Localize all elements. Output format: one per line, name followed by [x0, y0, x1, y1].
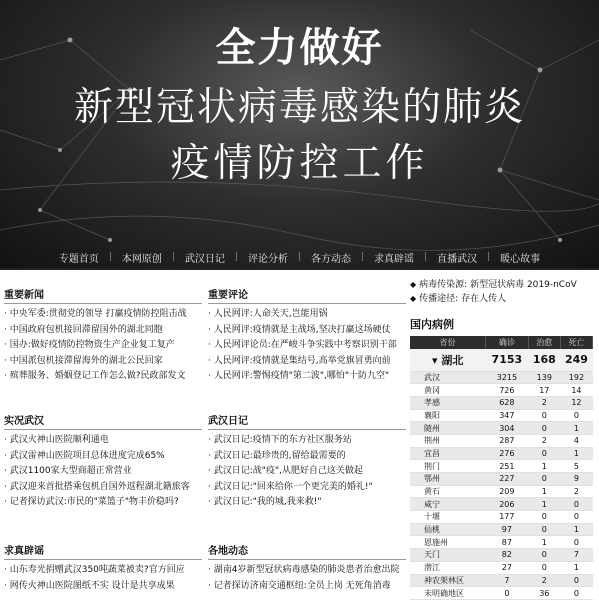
city-row [410, 485, 593, 498]
city-confirmed: 347 [485, 409, 528, 422]
city-cured: 17 [528, 384, 560, 397]
diamond-icon: ◆ [410, 280, 417, 289]
news-link[interactable]: · 人民网评论员:在严峻斗争实践中考察识别干部 [208, 338, 406, 354]
city-row [410, 536, 593, 549]
city-row [410, 422, 593, 435]
news-list [208, 433, 406, 511]
header-confirmed: 确诊 [485, 336, 528, 349]
city-row [410, 523, 593, 536]
right-column [410, 270, 597, 609]
province-confirmed: 7153 [485, 349, 528, 371]
section-key-commentary [208, 286, 406, 385]
news-link[interactable]: · 中国派包机接滞留海外的湖北公民回家 [4, 354, 202, 370]
section-title: 重要评论 [208, 286, 406, 304]
city-name: 未明确地区 [410, 587, 485, 600]
news-link[interactable]: · 武汉日记:战"疫",从肥好自己这关做起 [208, 464, 406, 480]
section-title: 武汉日记 [208, 412, 406, 430]
city-row [410, 587, 593, 600]
section-title: 各地动态 [208, 542, 406, 560]
news-link[interactable]: · 武汉火神山医院顺利通电 [4, 433, 202, 449]
header-dead: 死亡 [560, 336, 592, 349]
news-link[interactable]: · 中国政府包机接回滞留国外的湖北同胞 [4, 323, 202, 339]
news-link[interactable]: · 网传火神山医院图纸不实 设计是共享成果 [4, 579, 202, 595]
cases-title: 国内病例 [410, 318, 454, 331]
header-cured: 治愈 [528, 336, 560, 349]
city-cured: 0 [528, 523, 560, 536]
city-name: 十堰 [410, 511, 485, 524]
info-route-line [410, 292, 597, 306]
city-confirmed: 3215 [485, 371, 528, 384]
city-confirmed: 251 [485, 460, 528, 473]
section-wuhan-live [4, 412, 202, 511]
city-name: 孝感 [410, 396, 485, 409]
city-cured: 1 [528, 498, 560, 511]
city-name: 荆门 [410, 460, 485, 473]
city-row [410, 473, 593, 486]
city-confirmed: 82 [485, 549, 528, 562]
city-cured: 2 [528, 434, 560, 447]
nav-separator: | [234, 252, 238, 262]
news-link[interactable]: · 记者探访武汉:市民的"菜篮子"物丰价稳吗? [4, 495, 202, 511]
city-name: 仙桃 [410, 523, 485, 536]
city-cured: 2 [528, 574, 560, 587]
city-row [410, 511, 593, 524]
city-row [410, 447, 593, 460]
section-title: 求真辟谣 [4, 542, 202, 560]
nav-separator: | [424, 252, 428, 262]
content-area [0, 268, 599, 609]
news-list [208, 307, 406, 385]
news-link[interactable]: · 人民网评:人命关天,岂能用锅 [208, 307, 406, 323]
city-name: 神农架林区 [410, 574, 485, 587]
city-row [410, 384, 593, 397]
city-cured: 36 [528, 587, 560, 600]
city-name: 黄石 [410, 485, 485, 498]
city-confirmed: 27 [485, 561, 528, 574]
city-name: 荆州 [410, 434, 485, 447]
nav-item-original[interactable]: 本网原创 [121, 253, 162, 265]
city-name: 潜江 [410, 561, 485, 574]
city-dead: 9 [560, 473, 592, 486]
city-name: 武汉 [410, 371, 485, 384]
city-cured: 0 [528, 422, 560, 435]
section-regional-updates [208, 542, 406, 594]
nav-item-rumor-check[interactable]: 求真辟谣 [374, 253, 415, 265]
city-confirmed: 87 [485, 536, 528, 549]
news-link[interactable]: · 武汉雷神山医院项目总体进度完成65% [4, 449, 202, 465]
city-confirmed: 0 [485, 587, 528, 600]
news-link[interactable]: · 武汉1100家大型商超正常营业 [4, 464, 202, 480]
news-link[interactable]: · 武汉日记:"回来给你一个更完美的婚礼!" [208, 480, 406, 496]
city-cured: 0 [528, 473, 560, 486]
nav-item-topic-home[interactable]: 专题首页 [58, 253, 99, 265]
province-row[interactable] [410, 349, 593, 371]
city-cured: 1 [528, 460, 560, 473]
city-confirmed: 97 [485, 523, 528, 536]
city-name: 宜昌 [410, 447, 485, 460]
section-important-news [4, 286, 202, 385]
news-link[interactable]: · 武汉日记:最珍贵的,留给最需要的 [208, 449, 406, 465]
caret-down-icon: ▾ [432, 353, 438, 367]
city-row [410, 549, 593, 562]
province-name: 湖北 [441, 353, 464, 367]
city-dead: 7 [560, 549, 592, 562]
news-list [4, 563, 202, 594]
city-dead: 4 [560, 434, 592, 447]
info-source-value: 新型冠状病毒 2019-nCoV [470, 280, 577, 290]
news-list [4, 433, 202, 511]
city-row [410, 561, 593, 574]
news-link[interactable]: · 湖南4岁新型冠状病毒感染的肺炎患者治愈出院 [208, 563, 406, 579]
city-confirmed: 206 [485, 498, 528, 511]
nav-item-live-wuhan[interactable]: 直播武汉 [437, 253, 478, 265]
city-dead: 1 [560, 447, 592, 460]
city-row [410, 409, 593, 422]
city-confirmed: 7 [485, 574, 528, 587]
section-rumor-check [4, 542, 202, 594]
info-route-label: 传播途径: [419, 294, 459, 304]
news-list [208, 563, 406, 594]
news-link[interactable]: · 记者探访济南交通枢纽:全员上岗 无死角消毒 [208, 579, 406, 595]
news-link[interactable]: · 人民网评:疫情就是集结号,高举党旗冒勇向前 [208, 354, 406, 370]
city-dead: 14 [560, 384, 592, 397]
nav-item-warm-stories[interactable]: 暖心故事 [500, 253, 541, 265]
news-link[interactable]: · 中央军委:贯彻党的领导 打赢疫情防控阻击战 [4, 307, 202, 323]
top-nav [0, 247, 599, 267]
news-list [4, 307, 202, 385]
city-dead: 0 [560, 587, 592, 600]
city-dead: 0 [560, 511, 592, 524]
city-confirmed: 628 [485, 396, 528, 409]
city-cured: 0 [528, 409, 560, 422]
news-link[interactable]: · 山东寿光捐赠武汉350吨蔬菜被卖?官方回应 [4, 563, 202, 579]
news-link[interactable]: · 人民网评:疫情就是主战场,坚决打赢这场硬仗 [208, 323, 406, 339]
city-confirmed: 287 [485, 434, 528, 447]
nav-item-wuhan-diary[interactable]: 武汉日记 [184, 253, 225, 265]
banner [0, 0, 599, 268]
left-column [4, 270, 202, 609]
city-cured: 2 [528, 396, 560, 409]
nav-item-commentary[interactable]: 评论分析 [247, 253, 288, 265]
news-link[interactable]: · 武汉迎来首批搭乘包机自国外返程湖北籍旅客 [4, 480, 202, 496]
virus-info [410, 278, 597, 306]
banner-title-line2: 新型冠状病毒感染的肺炎 [73, 85, 525, 130]
city-confirmed: 726 [485, 384, 528, 397]
city-cured: 0 [528, 511, 560, 524]
city-cured: 0 [528, 447, 560, 460]
info-source-label: 病毒传染源: [419, 280, 468, 290]
city-dead: 0 [560, 574, 592, 587]
city-confirmed: 304 [485, 422, 528, 435]
city-row [410, 574, 593, 587]
city-cured: 1 [528, 485, 560, 498]
city-row [410, 460, 593, 473]
city-dead: 1 [560, 523, 592, 536]
nav-separator: | [171, 252, 175, 262]
city-dead: 192 [560, 371, 592, 384]
news-link[interactable]: · 殡葬服务、婚姻登记工作怎么做?民政部发文 [4, 369, 202, 385]
banner-title-line1: 全力做好 [215, 25, 384, 71]
city-dead: 0 [560, 536, 592, 549]
city-dead: 0 [560, 409, 592, 422]
city-dead: 0 [560, 498, 592, 511]
cases-header-row [410, 336, 593, 349]
middle-column [208, 270, 406, 609]
info-source-line [410, 278, 597, 292]
city-dead: 1 [560, 561, 592, 574]
city-row [410, 434, 593, 447]
diamond-icon: ◆ [410, 294, 417, 303]
city-row [410, 396, 593, 409]
province-dead: 249 [560, 349, 592, 371]
city-confirmed: 209 [485, 485, 528, 498]
city-name: 随州 [410, 422, 485, 435]
city-name: 襄阳 [410, 409, 485, 422]
province-name-cell [410, 349, 485, 371]
nav-separator: | [297, 252, 302, 262]
banner-title-line3: 疫情防控工作 [170, 141, 429, 186]
city-dead: 2 [560, 485, 592, 498]
city-cured: 1 [528, 536, 560, 549]
city-name: 黄冈 [410, 384, 485, 397]
city-cured: 0 [528, 549, 560, 562]
news-link[interactable]: · 人民网评:警惕疫情"第二波",哪怕"十防九空" [208, 369, 406, 385]
section-title: 实况武汉 [4, 412, 202, 430]
city-cured: 0 [528, 561, 560, 574]
city-row [410, 498, 593, 511]
nav-item-updates[interactable]: 各方动态 [311, 253, 352, 265]
city-dead: 12 [560, 396, 592, 409]
nav-separator: | [487, 252, 491, 262]
city-cured: 139 [528, 371, 560, 384]
city-confirmed: 227 [485, 473, 528, 486]
city-dead: 1 [560, 422, 592, 435]
news-link[interactable]: · 武汉日记:"我的城,我来救!" [208, 495, 406, 511]
nav-separator: | [361, 252, 365, 262]
cases-table [410, 336, 593, 600]
news-link[interactable]: · 武汉日记:疫情下的东方社区服务站 [208, 433, 406, 449]
header-province: 省份 [410, 336, 485, 349]
city-name: 咸宁 [410, 498, 485, 511]
section-wuhan-diary [208, 412, 406, 511]
province-cured: 168 [528, 349, 560, 371]
city-name: 鄂州 [410, 473, 485, 486]
info-route-value: 存在人传人 [461, 294, 507, 304]
nav-separator: | [108, 252, 112, 262]
news-link[interactable]: · 国办:做好疫情防控物资生产企业复工复产 [4, 338, 202, 354]
city-row [410, 371, 593, 384]
city-confirmed: 177 [485, 511, 528, 524]
city-name: 恩施州 [410, 536, 485, 549]
city-name: 天门 [410, 549, 485, 562]
city-dead: 5 [560, 460, 592, 473]
city-confirmed: 276 [485, 447, 528, 460]
section-title: 重要新闻 [4, 286, 202, 304]
